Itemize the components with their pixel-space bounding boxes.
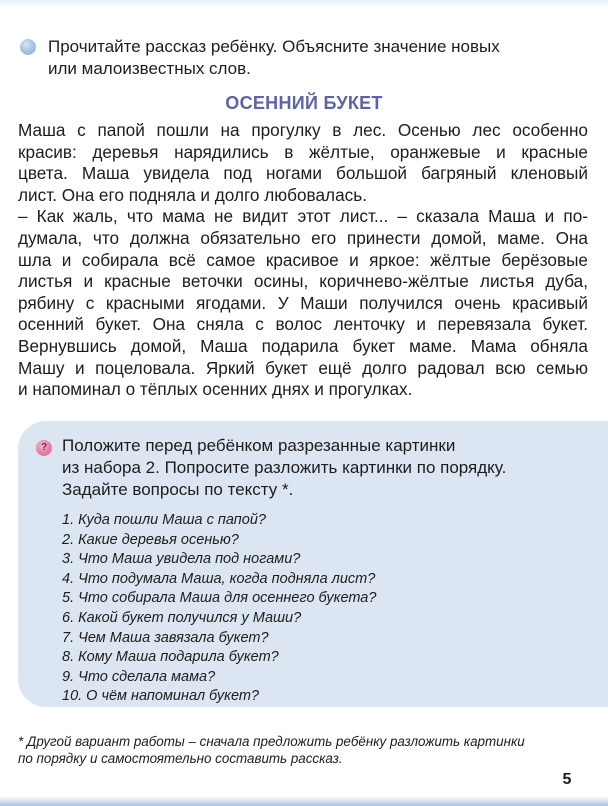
- story-line: думала, что должна обязательно его принести домой, маме. Она: [18, 227, 588, 248]
- question-item: 3. Что Маша увидела под ногами?: [62, 551, 301, 568]
- story-line: осенний букет. Она сняла с волос ленточку и перевязала букет.: [18, 314, 588, 335]
- top-band: [0, 0, 608, 8]
- question-item: 6. Какой букет получился у Маши?: [62, 609, 302, 626]
- footnote-line: * Другой вариант работы – сначала предложить ребёнку разложить картинки: [18, 734, 525, 749]
- story-line: красив: деревья нарядились в жёлтые, оранжевые и красные: [18, 141, 588, 162]
- task-line: Положите перед ребёнком разрезанные картинки: [62, 436, 456, 455]
- story-line: цвета. Маша увидела под ногами большой багряный кленовый: [18, 163, 588, 184]
- bottom-band: [0, 796, 608, 806]
- task-instruction: [62, 435, 582, 501]
- question-item: 9. Что сделала мама?: [62, 668, 216, 685]
- instruction-line: или малоизвестных слов.: [48, 59, 251, 78]
- story-line: Маша с папой пошли на прогулку в лес. Осенью лес особенно: [18, 120, 588, 140]
- story-line: рябину с красными ягодами. У Маши получился очень красивый: [18, 292, 588, 313]
- footnote-line: по порядку и самостоятельно составить рассказ.: [18, 751, 343, 766]
- question-item: 7. Чем Маша завязала букет?: [62, 629, 269, 646]
- story-line: листья и красные веточки осины, коричнево-жёлтые листья дуба,: [18, 271, 588, 292]
- page-number: 5: [562, 771, 572, 788]
- instruction: [20, 36, 590, 80]
- question-item: 5. Что собирала Маша для осеннего букета?: [62, 590, 377, 607]
- story-line: шла и собирала всё самое красивое и яркое: жёлтые берёзовые: [18, 249, 588, 270]
- question-list: [62, 511, 562, 707]
- question-item: 10. О чём напоминал букет?: [62, 688, 260, 705]
- question-mark-icon: ?: [36, 440, 52, 456]
- story-title: ОСЕННИЙ БУКЕТ: [225, 93, 383, 113]
- task-line: Задайте вопросы по тексту *.: [62, 480, 294, 499]
- instruction-line: Прочитайте рассказ ребёнку. Объясните значение новых: [48, 37, 500, 56]
- story-line: Машу и поцеловала. Яркий букет ещё долго радовал всю семью: [18, 357, 588, 378]
- story-line: Вернувшись домой, Маша подарила букет маме. Мама обняла: [18, 335, 588, 356]
- footnote: [18, 733, 588, 767]
- story-line: лист. Она его подняла и долго любовалась.: [18, 184, 367, 205]
- question-item: 8. Кому Маша подарила букет?: [62, 649, 279, 666]
- bullet-icon: [20, 39, 36, 55]
- story-line: и напоминал о тёплых осенних днях и прогулках.: [18, 379, 413, 400]
- task-line: из набора 2. Попросите разложить картинки по порядку.: [62, 458, 507, 477]
- story-line: – Как жаль, что мама не видит этот лист... – сказала Маша и по-: [18, 206, 588, 227]
- question-item: 4. Что подумала Маша, когда подняла лист?: [62, 570, 376, 587]
- question-item: 2. Какие деревья осенью?: [62, 531, 239, 548]
- story-text: [18, 120, 588, 401]
- question-item: 1. Куда пошли Маша с папой?: [62, 512, 266, 528]
